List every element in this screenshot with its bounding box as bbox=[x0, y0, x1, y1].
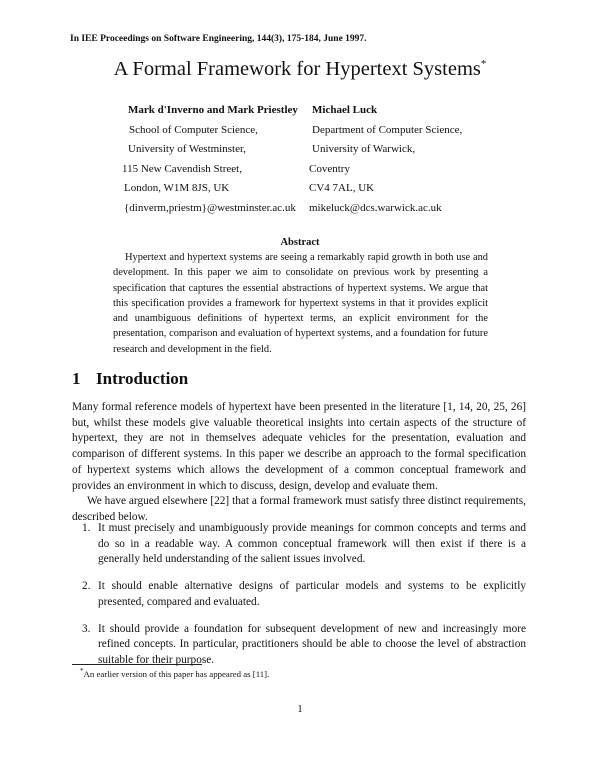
intro-paragraph: Many formal reference models of hypertext have been presented in the literature [1, 14, 20, 25, 26] but, whilst these models give valuable theoretical insights into certain aspects of the structure of hypertext, they are not in themselves adequate vehicles for the presentation, evaluation and comparison of different systems. In this paper we describe an approach to the formal specification of hypertext systems which allows the development of a common conceptual framework and provides an environment in which to discuss, design, develop and evaluate them. bbox=[72, 401, 526, 492]
title-text: A Formal Framework for Hypertext Systems bbox=[113, 58, 481, 80]
list-item-number: 3. bbox=[82, 622, 91, 635]
publication-note: In IEE Proceedings on Software Engineering, 144(3), 175-184, June 1997. bbox=[70, 34, 367, 44]
footnote-divider bbox=[72, 664, 202, 665]
requirements-list bbox=[82, 521, 526, 680]
list-item-text: It should enable alternative designs of particular models and systems to be explicitly presented, compared and evaluated. bbox=[98, 580, 526, 608]
list-item bbox=[82, 579, 526, 610]
affiliation-line: 115 New Cavendish Street, bbox=[122, 162, 242, 175]
section-heading bbox=[72, 369, 188, 389]
affiliation-line: University of Westminster, bbox=[128, 143, 246, 155]
page-number: 1 bbox=[297, 703, 303, 715]
list-item-number: 2. bbox=[82, 580, 91, 593]
footnote bbox=[80, 667, 269, 679]
abstract-heading: Abstract bbox=[280, 237, 320, 248]
intro-body bbox=[72, 400, 526, 526]
list-item bbox=[82, 521, 526, 568]
affiliation-line: Department of Computer Science, bbox=[312, 123, 463, 136]
author-block-left bbox=[122, 101, 298, 218]
author-email-right: mikeluck@dcs.warwick.ac.uk bbox=[309, 201, 442, 214]
list-item-text: It should provide a foundation for subsequent development of new and increasingly more refined concepts. In particular, practitioners should be able to choose the level of abstraction suitable for their purpose. bbox=[98, 622, 526, 666]
footnote-text: An earlier version of this paper has appeared as [11]. bbox=[83, 668, 270, 679]
section-number: 1 bbox=[72, 369, 81, 388]
author-block-right bbox=[309, 101, 463, 218]
affiliation-line: CV4 7AL, UK bbox=[309, 182, 375, 194]
author-email-left: {dinverm,priestm}@westminster.ac.uk bbox=[124, 201, 296, 214]
affiliation-line: University of Warwick, bbox=[312, 143, 416, 155]
abstract-text: Hypertext and hypertext systems are seeing a remarkably rapid growth in both use and development. In this paper we aim to consolidate on previous work by presenting a specification that captures the essential abstractions of hypertext systems. We argue that this specification provides a framework for hypertext systems in that it provides explicit and unambiguous definitions of hypertext terms, an explicit environment for the presentation, comparison and evaluation of hypertext systems, and a foundation for future research and development in the field. bbox=[113, 252, 488, 355]
paper-title bbox=[0, 58, 600, 81]
author-name-right: Michael Luck bbox=[312, 104, 378, 116]
title-footnote-marker: * bbox=[480, 58, 487, 70]
intro-paragraph: We have argued elsewhere [22] that a formal framework must satisfy three distinct requirements, described below. bbox=[72, 495, 526, 523]
list-item bbox=[82, 622, 526, 669]
affiliation-line: London, W1M 8JS, UK bbox=[124, 182, 230, 194]
affiliation-line: School of Computer Science, bbox=[129, 123, 258, 136]
footnote-marker: * bbox=[80, 667, 84, 675]
author-name-left: Mark d'Inverno and Mark Priestley bbox=[128, 104, 298, 116]
list-item-number: 1. bbox=[82, 522, 91, 534]
abstract-body bbox=[113, 250, 488, 357]
section-title: Introduction bbox=[96, 369, 189, 388]
list-item-text: It must precisely and unambiguously provide meanings for common concepts and terms and do so in a readable way. A common conceptual framework will then exist if there is a generally held understanding of the salient issues involved. bbox=[98, 522, 526, 566]
affiliation-line: Coventry bbox=[309, 162, 350, 175]
